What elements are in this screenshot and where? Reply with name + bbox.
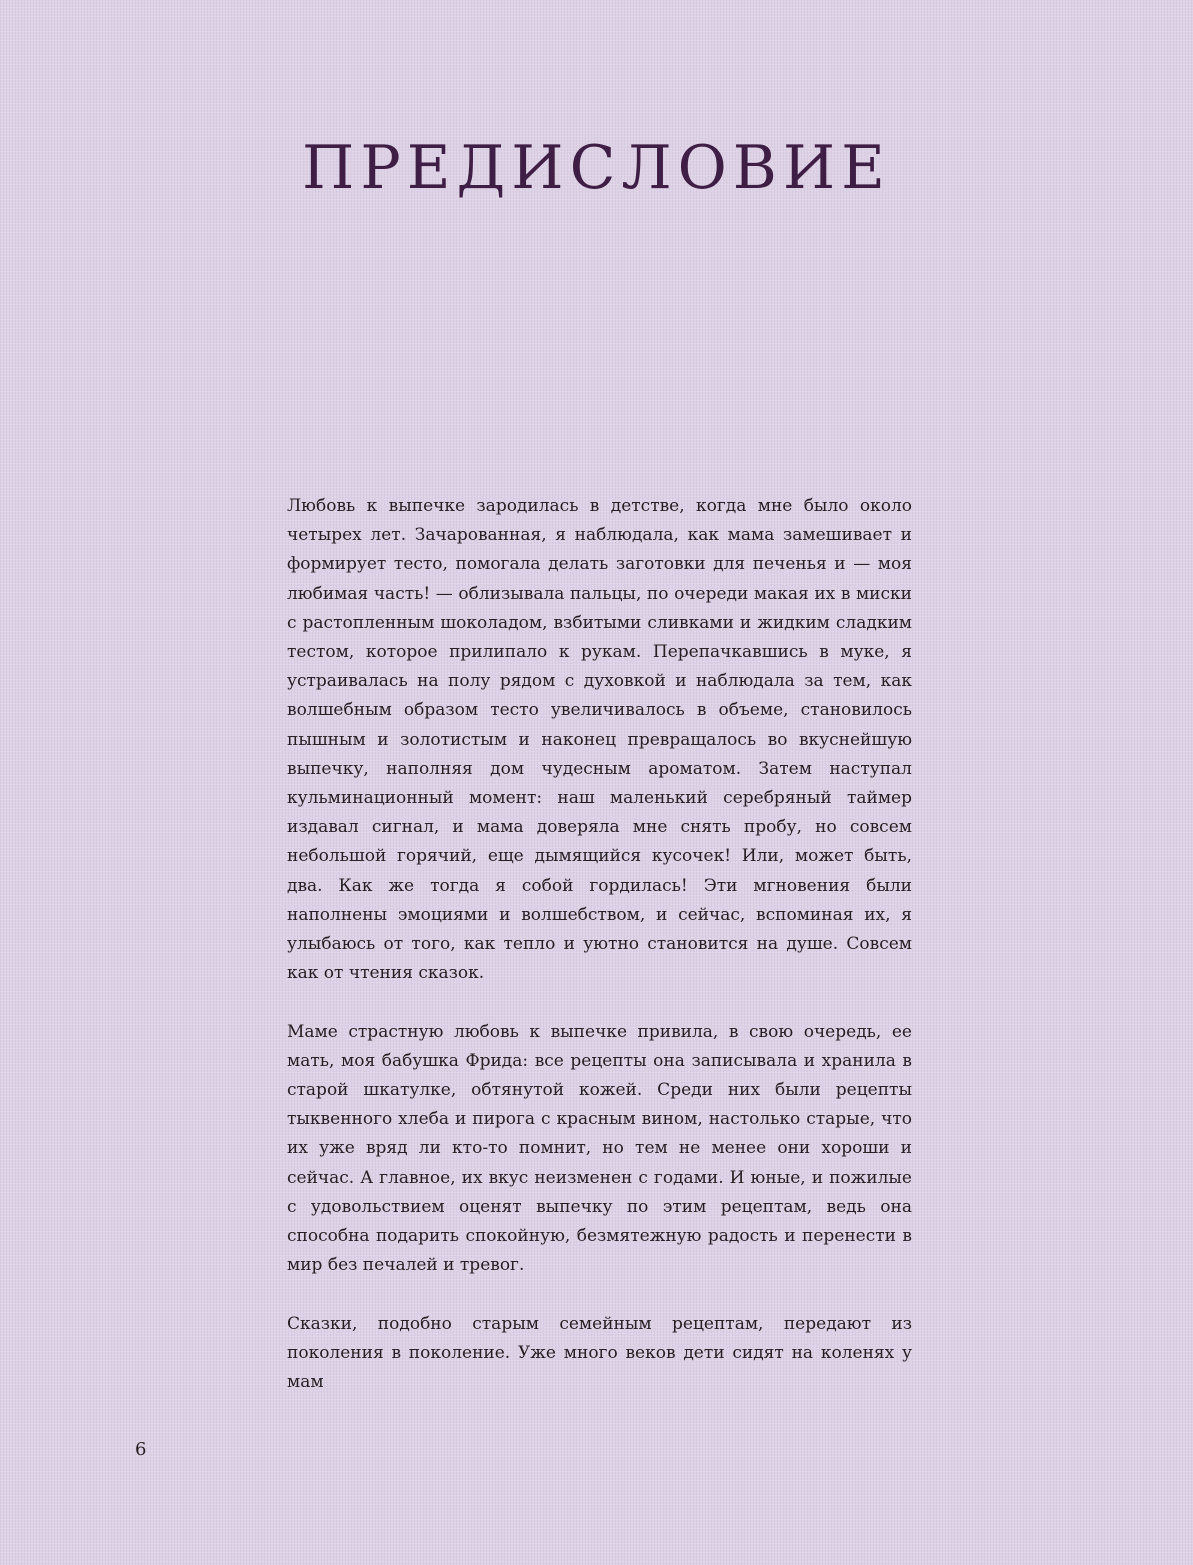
paragraph: Маме страстную любовь к выпечке привила, в свою очередь, ее мать, моя бабушка Фрида: все рецепты она записывала и хранила в старой шкатулке, обтянутой кожей. Среди них были рецепты тыквенного хлеба и пирога с красным вином, настолько старые, что их уже вряд ли кто-то помнит, но тем не менее они хороши и сейчас. А главное, их вкус неизменен с годами. И юные, и пожилые с удовольствием оценят выпечку по этим рецептам, ведь она способна подарить спокойную, безмятежную радость и перенести в мир без печалей и тревог.	[287, 1021, 912, 1276]
page-title: ПРЕДИСЛОВИЕ	[302, 133, 891, 203]
paragraph: Сказки, подобно старым семейным рецептам, передают из поколения в поколение. Уже много веков дети сидят на коленях у мам	[287, 1313, 912, 1393]
body-text	[287, 492, 912, 1426]
page-number: 6	[135, 1439, 147, 1460]
paragraph: Любовь к выпечке зародилась в детстве, когда мне было около четырех лет. Зачарованная, я наблюдала, как мама замешивает и формирует тесто, помогала делать заготовки для печенья и — моя любимая часть! — облизывала пальцы, по очереди макая их в миски с растопленным шоколадом, взбитыми сливками и жидким сладким тестом, которое прилипало к рукам. Перепачкавшись в муке, я устраивалась на полу рядом с духовкой и наблюдала за тем, как волшебным образом тесто увеличивалось в объеме, становилось пышным и золотистым и наконец превращалось во вкуснейшую выпечку, наполняя дом чудесным ароматом. Затем наступал кульминационный момент: наш маленький серебряный таймер издавал сигнал, и мама доверяла мне снять пробу, но совсем небольшой горячий, еще дымящийся кусочек! Или, может быть, два. Как же тогда я собой гордилась! Эти мгновения были наполнены эмоциями и волшебством, и сейчас, вспоминая их, я улыбаюсь от того, как тепло и уютно становится на душе. Совсем как от чтения сказок.	[287, 496, 912, 984]
